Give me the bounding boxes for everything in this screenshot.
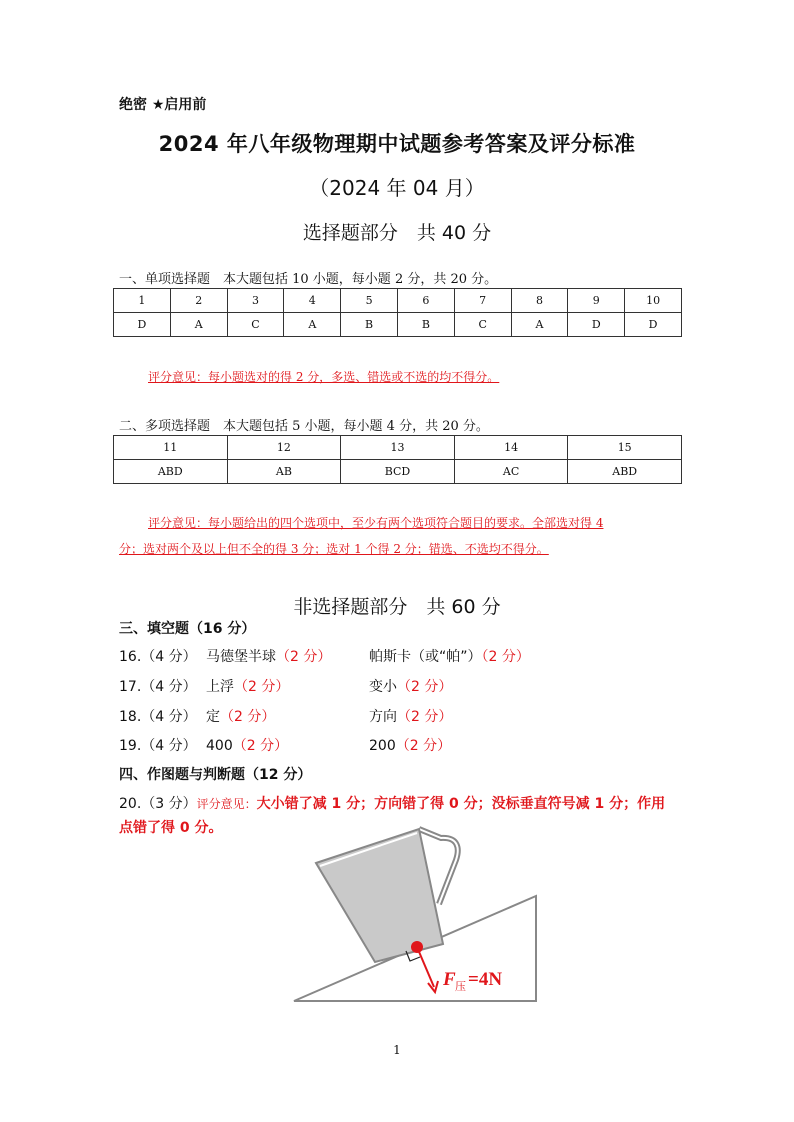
answer-2 (369, 735, 451, 755)
page-number: 1 (393, 1043, 401, 1057)
q1-answer-row (114, 313, 682, 337)
q1-number-cell: 10 (625, 289, 682, 313)
answer-1 (206, 735, 288, 755)
q1-answer-cell: C (227, 313, 284, 337)
answer-text: 方向 (369, 709, 397, 725)
answer-1 (206, 706, 275, 726)
section-a-title: 选择题部分 共 40 分 (302, 222, 492, 244)
answer-1 (206, 676, 289, 696)
answer-text: 定 (206, 709, 220, 725)
q1-answer-cell: D (625, 313, 682, 337)
force-value: =4N (468, 969, 503, 990)
answer-text: 帕斯卡（或“帕”） (369, 649, 482, 665)
score-text: （2 分） (481, 649, 530, 665)
q1-answer-cell: B (397, 313, 454, 337)
question-number: 16.（4 分） (119, 649, 197, 665)
q1-number-cell: 7 (454, 289, 511, 313)
answer-2 (369, 706, 452, 726)
question-number: 18.（4 分） (119, 709, 197, 725)
q20-note-text: 大小错了减 1 分；方向错了得 0 分；没标垂直符号减 1 分；作用 (256, 796, 666, 812)
q1-answer-cell: D (568, 313, 625, 337)
answer-2 (369, 646, 530, 666)
score-text: （2 分） (395, 738, 452, 754)
q1-answer-cell: D (114, 313, 171, 337)
answer-text: 400 (206, 738, 233, 754)
page-title: 2024 年八年级物理期中试题参考答案及评分标准 (158, 132, 636, 156)
q20-note-label: 评分意见： (196, 797, 257, 811)
q2-answer-table (113, 435, 682, 484)
q1-number-cell: 6 (397, 289, 454, 313)
score-text: （2 分） (232, 738, 289, 754)
cup-body (316, 829, 443, 962)
q20-line2: 点错了得 0 分。 (119, 820, 223, 836)
q2-number-cell: 13 (341, 436, 455, 460)
answer-text: 上浮 (206, 679, 234, 695)
answer-text: 200 (369, 738, 396, 754)
q2-answer-cell: ABD (568, 460, 682, 484)
force-subscript: 压 (455, 980, 466, 993)
q2-answer-cell: AC (454, 460, 568, 484)
q4-heading: 四、作图题与判断题（12 分） (119, 767, 312, 783)
q1-number-row (114, 289, 682, 313)
answer-1 (206, 646, 331, 666)
q2-number-cell: 12 (227, 436, 341, 460)
q1-number-cell: 2 (170, 289, 227, 313)
q1-scoring-note: 评分意见：每小题选对的得 2 分，多选、错选或不选的均不得分。 (148, 370, 500, 384)
q2-number-cell: 11 (114, 436, 228, 460)
answer-text: 马德堡半球 (206, 649, 276, 665)
answer-2 (369, 676, 452, 696)
q1-answer-cell: B (341, 313, 398, 337)
incline-figure (280, 820, 560, 1010)
score-text: （2 分） (397, 709, 453, 725)
q1-number-cell: 5 (341, 289, 398, 313)
q1-number-cell: 1 (114, 289, 171, 313)
q1-number-cell: 4 (284, 289, 341, 313)
q1-number-cell: 8 (511, 289, 568, 313)
q2-scoring-note-line2: 分；选对两个及以上但不全的得 3 分；选对 1 个得 2 分；错选、不选均不得分。 (119, 542, 549, 556)
q1-answer-cell: A (511, 313, 568, 337)
score-text: （2 分） (234, 679, 290, 695)
score-text: （2 分） (397, 679, 453, 695)
q2-answer-cell: ABD (114, 460, 228, 484)
q2-number-row (114, 436, 682, 460)
q1-number-cell: 3 (227, 289, 284, 313)
question-number: 17.（4 分） (119, 679, 197, 695)
score-text: （2 分） (220, 709, 276, 725)
confidential-label: 绝密 ★启用前 (119, 97, 207, 113)
q1-answer-cell: A (170, 313, 227, 337)
q3-heading: 三、填空题（16 分） (119, 621, 256, 637)
q20-line1 (119, 793, 665, 813)
q1-answer-cell: C (454, 313, 511, 337)
exam-date: （2024 年 04 月） (309, 176, 485, 200)
q1-answer-cell: A (284, 313, 341, 337)
answer-text: 变小 (369, 679, 397, 695)
q2-number-cell: 14 (454, 436, 568, 460)
q1-answer-table (113, 288, 682, 337)
force-application-point (411, 941, 423, 953)
question-number: 19.（4 分） (119, 738, 197, 754)
section-b-title: 非选择题部分 共 60 分 (293, 596, 501, 618)
q2-number-cell: 15 (568, 436, 682, 460)
q20-number: 20.（3 分） (119, 796, 197, 812)
q1-heading: 一、单项选择题 本大题包括 10 小题，每小题 2 分，共 20 分。 (119, 272, 498, 287)
score-text: （2 分） (276, 649, 332, 665)
q2-scoring-note-line1: 评分意见：每小题给出的四个选项中，至少有两个选项符合题目的要求。全部选对得 4 (148, 516, 604, 530)
q2-heading: 二、多项选择题 本大题包括 5 小题，每小题 4 分，共 20 分。 (119, 419, 489, 434)
force-symbol: F (443, 969, 456, 990)
q2-answer-cell: AB (227, 460, 341, 484)
q1-number-cell: 9 (568, 289, 625, 313)
q2-answer-cell: BCD (341, 460, 455, 484)
q2-answer-row (114, 460, 682, 484)
